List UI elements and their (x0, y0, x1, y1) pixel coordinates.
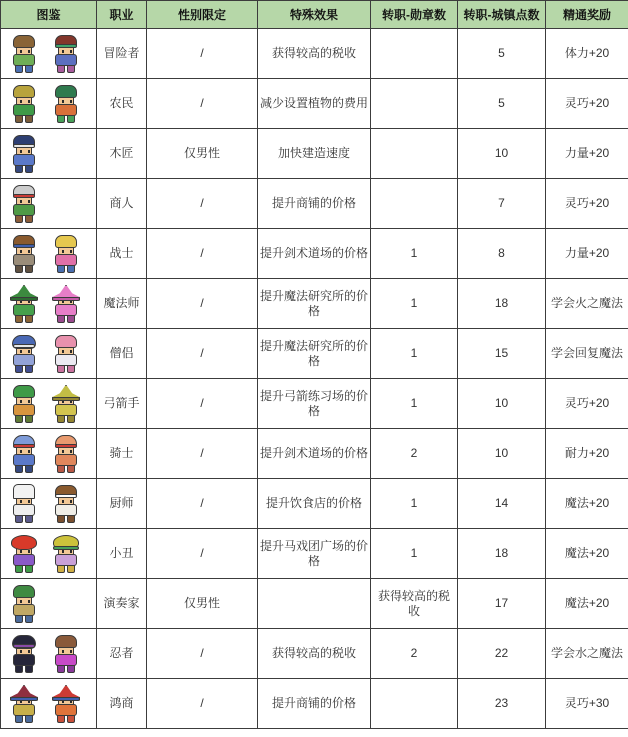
sprite-cell (1, 329, 97, 379)
points-cell: 7 (458, 179, 546, 229)
col-header-effect: 特殊效果 (258, 1, 371, 29)
reward-cell: 灵巧+20 (546, 179, 628, 229)
medals-cell: 2 (371, 429, 458, 479)
reward-cell: 体力+20 (546, 29, 628, 79)
table-row (1, 379, 628, 429)
table-row (1, 429, 628, 479)
points-cell: 22 (458, 629, 546, 679)
header-row (1, 1, 628, 29)
table-row (1, 79, 628, 129)
table-row (1, 279, 628, 329)
table-row (1, 229, 628, 279)
gender-cell: / (147, 479, 258, 529)
sprite-cell (1, 579, 97, 629)
points-cell: 5 (458, 79, 546, 129)
gender-cell: / (147, 429, 258, 479)
sprite-cell (1, 479, 97, 529)
farmer-male-sprite-icon (8, 85, 40, 123)
job-cell: 小丑 (97, 529, 147, 579)
points-cell: 10 (458, 129, 546, 179)
mage-female-sprite-icon (50, 285, 82, 323)
carpenter-male-sprite-icon (8, 135, 40, 173)
job-cell: 弓箭手 (97, 379, 147, 429)
gender-cell: / (147, 79, 258, 129)
gender-cell: / (147, 629, 258, 679)
gender-cell: / (147, 329, 258, 379)
points-cell: 17 (458, 579, 546, 629)
col-header-job: 职业 (97, 1, 147, 29)
job-cell: 商人 (97, 179, 147, 229)
points-cell: 8 (458, 229, 546, 279)
medals-cell (371, 679, 458, 729)
col-header-sprites: 图鉴 (1, 1, 97, 29)
col-header-medals: 转职-勋章数 (371, 1, 458, 29)
job-cell: 鸿商 (97, 679, 147, 729)
sprite-cell (1, 379, 97, 429)
sprite-cell (1, 129, 97, 179)
table-row (1, 29, 628, 79)
reward-cell: 灵巧+30 (546, 679, 628, 729)
sprite-cell (1, 529, 97, 579)
medals-cell: 获得较高的税收 (371, 579, 458, 629)
effect-cell: 提升弓箭练习场的价格 (258, 379, 371, 429)
warrior-male-sprite-icon (8, 235, 40, 273)
job-cell: 僧侣 (97, 329, 147, 379)
sprite-cell (1, 29, 97, 79)
knight-female-sprite-icon (50, 435, 82, 473)
effect-cell (258, 579, 371, 629)
medals-cell: 1 (371, 379, 458, 429)
reward-cell: 灵巧+20 (546, 379, 628, 429)
effect-cell: 获得较高的税收 (258, 29, 371, 79)
table-row (1, 629, 628, 679)
effect-cell: 提升魔法研究所的价格 (258, 279, 371, 329)
effect-cell: 加快建造速度 (258, 129, 371, 179)
gender-cell: / (147, 279, 258, 329)
effect-cell: 提升魔法研究所的价格 (258, 329, 371, 379)
merchant-male-sprite-icon (8, 185, 40, 223)
job-cell: 战士 (97, 229, 147, 279)
medals-cell: 2 (371, 629, 458, 679)
grand-merchant-female-sprite-icon (50, 685, 82, 723)
reward-cell: 魔法+20 (546, 579, 628, 629)
effect-cell: 提升马戏团广场的价格 (258, 529, 371, 579)
adventurer-female-sprite-icon (50, 35, 82, 73)
job-cell: 木匠 (97, 129, 147, 179)
medals-cell: 1 (371, 529, 458, 579)
ninja-male-sprite-icon (8, 635, 40, 673)
points-cell: 10 (458, 429, 546, 479)
musician-male-sprite-icon (8, 585, 40, 623)
gender-cell: / (147, 229, 258, 279)
archer-female-sprite-icon (50, 385, 82, 423)
job-cell: 演奏家 (97, 579, 147, 629)
sprite-cell (1, 629, 97, 679)
job-cell: 骑士 (97, 429, 147, 479)
medals-cell (371, 179, 458, 229)
reward-cell: 学会回复魔法 (546, 329, 628, 379)
job-cell: 忍者 (97, 629, 147, 679)
archer-male-sprite-icon (8, 385, 40, 423)
medals-cell (371, 129, 458, 179)
warrior-female-sprite-icon (50, 235, 82, 273)
points-cell: 18 (458, 279, 546, 329)
clown-male-sprite-icon (8, 535, 40, 573)
points-cell: 18 (458, 529, 546, 579)
table-row (1, 129, 628, 179)
effect-cell: 提升饮食店的价格 (258, 479, 371, 529)
points-cell: 5 (458, 29, 546, 79)
table-row (1, 329, 628, 379)
reward-cell: 力量+20 (546, 129, 628, 179)
gender-cell: / (147, 379, 258, 429)
table-row (1, 529, 628, 579)
job-cell: 冒险者 (97, 29, 147, 79)
medals-cell: 1 (371, 479, 458, 529)
col-header-points: 转职-城镇点数 (458, 1, 546, 29)
reward-cell: 学会火之魔法 (546, 279, 628, 329)
sprite-cell (1, 179, 97, 229)
effect-cell: 获得较高的税收 (258, 629, 371, 679)
reward-cell: 魔法+20 (546, 479, 628, 529)
effect-cell: 提升剑术道场的价格 (258, 229, 371, 279)
gender-cell: / (147, 29, 258, 79)
effect-cell: 减少设置植物的费用 (258, 79, 371, 129)
reward-cell: 灵巧+20 (546, 79, 628, 129)
table-row (1, 579, 628, 629)
farmer-female-sprite-icon (50, 85, 82, 123)
sprite-cell (1, 679, 97, 729)
chef-male-sprite-icon (8, 485, 40, 523)
gender-cell: / (147, 529, 258, 579)
job-table-body (1, 29, 628, 729)
gender-cell: / (147, 179, 258, 229)
col-header-reward: 精通奖励 (546, 1, 628, 29)
points-cell: 14 (458, 479, 546, 529)
sprite-cell (1, 79, 97, 129)
reward-cell: 学会水之魔法 (546, 629, 628, 679)
grand-merchant-male-sprite-icon (8, 685, 40, 723)
job-cell: 厨师 (97, 479, 147, 529)
sprite-cell (1, 229, 97, 279)
points-cell: 15 (458, 329, 546, 379)
table-header (1, 1, 628, 29)
reward-cell: 力量+20 (546, 229, 628, 279)
gender-cell: 仅男性 (147, 579, 258, 629)
adventurer-male-sprite-icon (8, 35, 40, 73)
effect-cell: 提升商铺的价格 (258, 179, 371, 229)
col-header-gender: 性别限定 (147, 1, 258, 29)
table-row (1, 179, 628, 229)
gender-cell: / (147, 679, 258, 729)
points-cell: 10 (458, 379, 546, 429)
medals-cell: 1 (371, 229, 458, 279)
reward-cell: 耐力+20 (546, 429, 628, 479)
sprite-cell (1, 279, 97, 329)
knight-male-sprite-icon (8, 435, 40, 473)
mage-male-sprite-icon (8, 285, 40, 323)
sprite-cell (1, 429, 97, 479)
effect-cell: 提升剑术道场的价格 (258, 429, 371, 479)
ninja-female-sprite-icon (50, 635, 82, 673)
medals-cell: 1 (371, 329, 458, 379)
table-row (1, 479, 628, 529)
job-cell: 魔法师 (97, 279, 147, 329)
points-cell: 23 (458, 679, 546, 729)
effect-cell: 提升商铺的价格 (258, 679, 371, 729)
table-row (1, 679, 628, 729)
chef-female-sprite-icon (50, 485, 82, 523)
job-cell: 农民 (97, 79, 147, 129)
monk-male-sprite-icon (8, 335, 40, 373)
reward-cell: 魔法+20 (546, 529, 628, 579)
gender-cell: 仅男性 (147, 129, 258, 179)
medals-cell (371, 79, 458, 129)
medals-cell (371, 29, 458, 79)
monk-female-sprite-icon (50, 335, 82, 373)
clown-female-sprite-icon (50, 535, 82, 573)
medals-cell: 1 (371, 279, 458, 329)
